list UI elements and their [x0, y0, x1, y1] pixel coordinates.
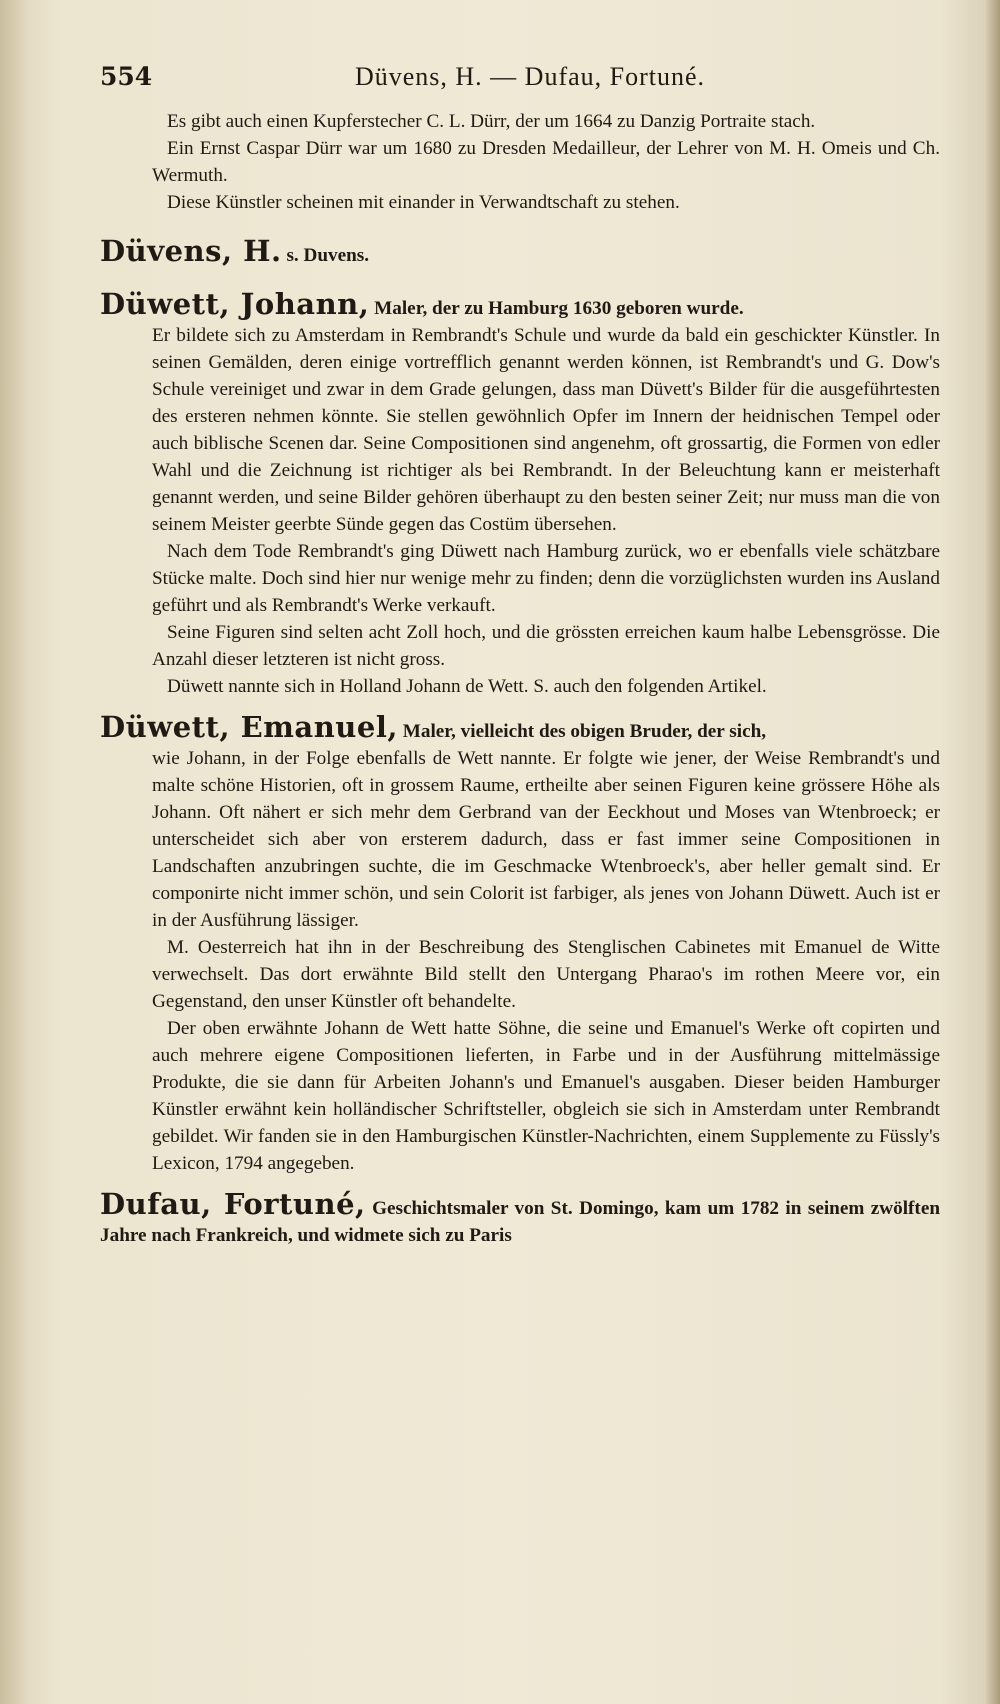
intro-paragraph-3: Diese Künstler scheinen mit einander in Verwandtschaft zu stehen. [167, 192, 680, 213]
page-body [100, 108, 940, 1249]
intro-paragraph-2: Ein Ernst Caspar Dürr war um 1680 zu Dresden Medailleur, der Lehrer von M. H. Omeis und Ch. Wermuth. [152, 138, 940, 186]
entry-emanuel-head: Düwett, Emanuel, [100, 710, 398, 744]
page-edge [986, 0, 1000, 1704]
entry-dufau [100, 1187, 941, 1249]
entry-johann-paragraph-3: Seine Figuren sind selten acht Zoll hoch, und die grössten erreichen kaum halbe Lebensgrösse. Die Anzahl dieser letzteren ist nicht gross. [152, 622, 940, 670]
entry-dufau-lead: Geschichtsmaler von St. Domingo, kam um 1782 in seinem zwölften Jahre nach Frankreich, und widmete sich zu Paris [100, 1198, 941, 1246]
intro-paragraph-1: Es gibt auch einen Kupferstecher C. L. Dürr, der um 1664 zu Danzig Portraite stach. [167, 111, 816, 132]
entry-johann-head: Düwett, Johann, [100, 287, 370, 321]
entry-emanuel [100, 710, 940, 1177]
entry-johann [100, 287, 940, 700]
entry-emanuel-paragraph-1: wie Johann, in der Folge ebenfalls de Wett nannte. Er folgte wie jener, der Weise Rembrandt's und malte schöne Historien, oft in grossem Raume, ertheilte aber seinen Figuren keine grössere Höhe als Johann. Oft nähert er sich mehr dem Gerbrand van der Eeckhout und Moses van Wtenbroeck; er unterscheidet sich aber von ersterem dadurch, dass er fast immer seine Compositionen in Landschaften anzubringen suchte, die im Geschmacke Wtenbroeck's, aber heller gemalt sind. Er componirte nicht immer schön, und sein Colorit ist farbiger, als jenes von Johann Düwett. Auch ist er in der Ausführung lässiger. [152, 748, 940, 931]
entry-emanuel-paragraph-2: M. Oesterreich hat ihn in der Beschreibung des Stenglischen Cabinetes mit Emanuel de Witte verwechselt. Das dort erwähnte Bild stellt den Untergang Pharao's im rothen Meere vor, ein Gegenstand, den unser Künstler oft behandelte. [152, 937, 940, 1012]
entry-emanuel-paragraph-3: Der oben erwähnte Johann de Wett hatte Söhne, die seine und Emanuel's Werke oft copirten und auch mehrere eigene Compositionen lieferten, in Farbe und in der Ausführung mittelmässige Produkte, die sie dann für Arbeiten Johann's und Emanuel's ausgaben. Dieser beiden Hamburger Künstler erwähnt kein holländischer Schriftsteller, obgleich sie sich in Amsterdam unter Rembrandt gebildet. Wir fanden sie in den Hamburgischen Künstler-Nachrichten, einem Supplemente zu Füssly's Lexicon, 1794 angegeben. [152, 1018, 940, 1174]
entry-dufau-lead-line [100, 1187, 941, 1249]
entry-johann-paragraph-2: Nach dem Tode Rembrandt's ging Düwett nach Hamburg zurück, wo er ebenfalls viele schätzbare Stücke malte. Doch sind hier nur wenige mehr zu finden; denn die vorzüglichsten wurden ins Ausland geführt und als Rembrandt's Werke verkauft. [152, 541, 940, 616]
entry-johann-paragraph-1: Er bildete sich zu Amsterdam in Rembrandt's Schule und wurde da bald ein geschickter Künstler. In seinen Gemälden, deren einige vortrefflich genannt werden können, ist Rembrandt's und G. Dow's Schule vereiniget und zwar in dem Grade gelungen, dass man Düvett's Bilder für die ausgeführtesten des ersteren nehmen könnte. Sie stellen gewöhnlich Opfer im Innern der heidnischen Tempel oder auch biblische Scenen dar. Seine Compositionen sind angenehm, oft grossartig, die Formen von edler Wahl und die Zeichnung ist richtiger als bei Rembrandt. In der Beleuchtung kann er meisterhaft genannt werden, und seine Bilder gehören überhaupt zu den besten seiner Zeit; nur muss man die von seinem Meister geerbte Sünde gegen das Costüm übersehen. [152, 325, 940, 535]
entry-dufau-head: Dufau, Fortuné, [100, 1187, 366, 1221]
entry-duvens [100, 234, 940, 269]
entry-duvens-head: Düvens, H. [100, 234, 282, 268]
page-header [100, 62, 960, 98]
entry-johann-lead: Maler, der zu Hamburg 1630 geboren wurde. [374, 298, 744, 319]
page-gutter [0, 0, 28, 1704]
entry-johann-paragraph-4: Düwett nannte sich in Holland Johann de Wett. S. auch den folgenden Artikel. [167, 676, 767, 697]
entry-emanuel-lead: Maler, vielleicht des obigen Bruder, der sich, [402, 721, 767, 742]
entry-duvens-reference: s. Duvens. [286, 245, 370, 266]
entry-emanuel-lead-line [100, 710, 940, 745]
entry-johann-lead-line [100, 287, 940, 322]
page-number: 554 [100, 62, 153, 91]
running-title: Düvens, H. — Dufau, Fortuné. [354, 62, 706, 91]
